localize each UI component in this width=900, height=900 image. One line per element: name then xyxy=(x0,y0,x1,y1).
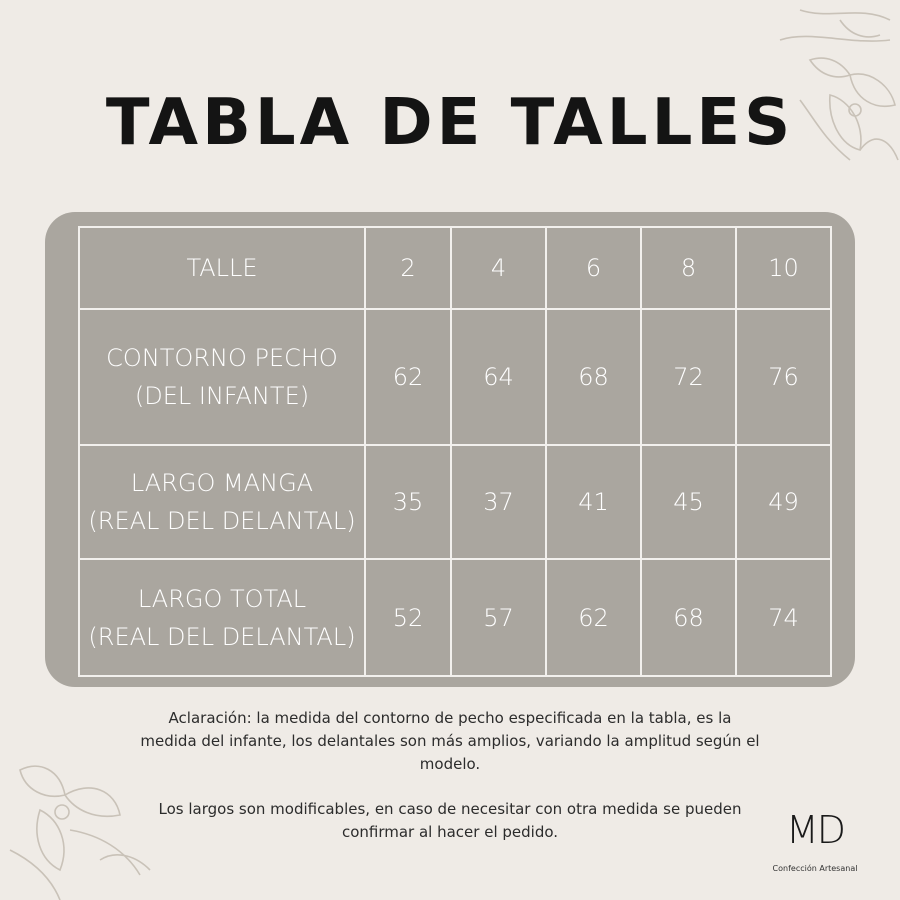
clarification-note: Aclaración: la medida del contorno de pecho especificada en la tabla, es la medida del infante, los delantales son más amplios, variando la amplitud según el modelo. xyxy=(140,709,760,773)
row-label-line2: (REAL DEL DELANTAL) xyxy=(88,507,356,535)
logo-mark: MD xyxy=(785,808,845,852)
table-row xyxy=(79,309,831,445)
table-cell: 57 xyxy=(451,559,546,676)
table-header-row xyxy=(79,227,831,309)
row-label xyxy=(79,559,365,676)
brand-logo xyxy=(760,808,870,873)
table-cell: 37 xyxy=(451,445,546,559)
table-cell: 76 xyxy=(736,309,831,445)
page-title: TABLA DE TALLES xyxy=(105,86,795,160)
row-label-line1: LARGO MANGA xyxy=(130,469,314,497)
row-label-line2: (DEL INFANTE) xyxy=(134,382,310,410)
row-label-line1: CONTORNO PECHO xyxy=(106,344,338,372)
row-label-line2: (REAL DEL DELANTAL) xyxy=(88,622,356,651)
row-label xyxy=(79,309,365,445)
header-cell-talle: TALLE xyxy=(79,227,365,309)
table-cell: 52 xyxy=(365,559,451,676)
header-cell-size: 4 xyxy=(451,227,546,309)
lengths-note: Los largos son modificables, en caso de necesitar con otra medida se pueden confirmar al hacer el pedido. xyxy=(158,800,742,841)
table-cell: 62 xyxy=(546,559,641,676)
table-cell: 68 xyxy=(641,559,736,676)
table-cell: 41 xyxy=(546,445,641,559)
table-row xyxy=(79,445,831,559)
size-table xyxy=(78,226,832,677)
header-cell-size: 6 xyxy=(546,227,641,309)
header-cell-size: 10 xyxy=(736,227,831,309)
table-cell: 64 xyxy=(451,309,546,445)
table-cell: 72 xyxy=(641,309,736,445)
table-cell: 35 xyxy=(365,445,451,559)
table-cell: 68 xyxy=(546,309,641,445)
size-table-card xyxy=(45,212,855,687)
table-cell: 74 xyxy=(736,559,831,676)
row-label-line1: LARGO TOTAL xyxy=(137,584,307,613)
table-cell: 49 xyxy=(736,445,831,559)
table-cell: 62 xyxy=(365,309,451,445)
row-label xyxy=(79,445,365,559)
table-cell: 45 xyxy=(641,445,736,559)
header-cell-size: 2 xyxy=(365,227,451,309)
table-row xyxy=(79,559,831,676)
header-cell-size: 8 xyxy=(641,227,736,309)
logo-tagline: Confección Artesanal xyxy=(772,864,858,873)
